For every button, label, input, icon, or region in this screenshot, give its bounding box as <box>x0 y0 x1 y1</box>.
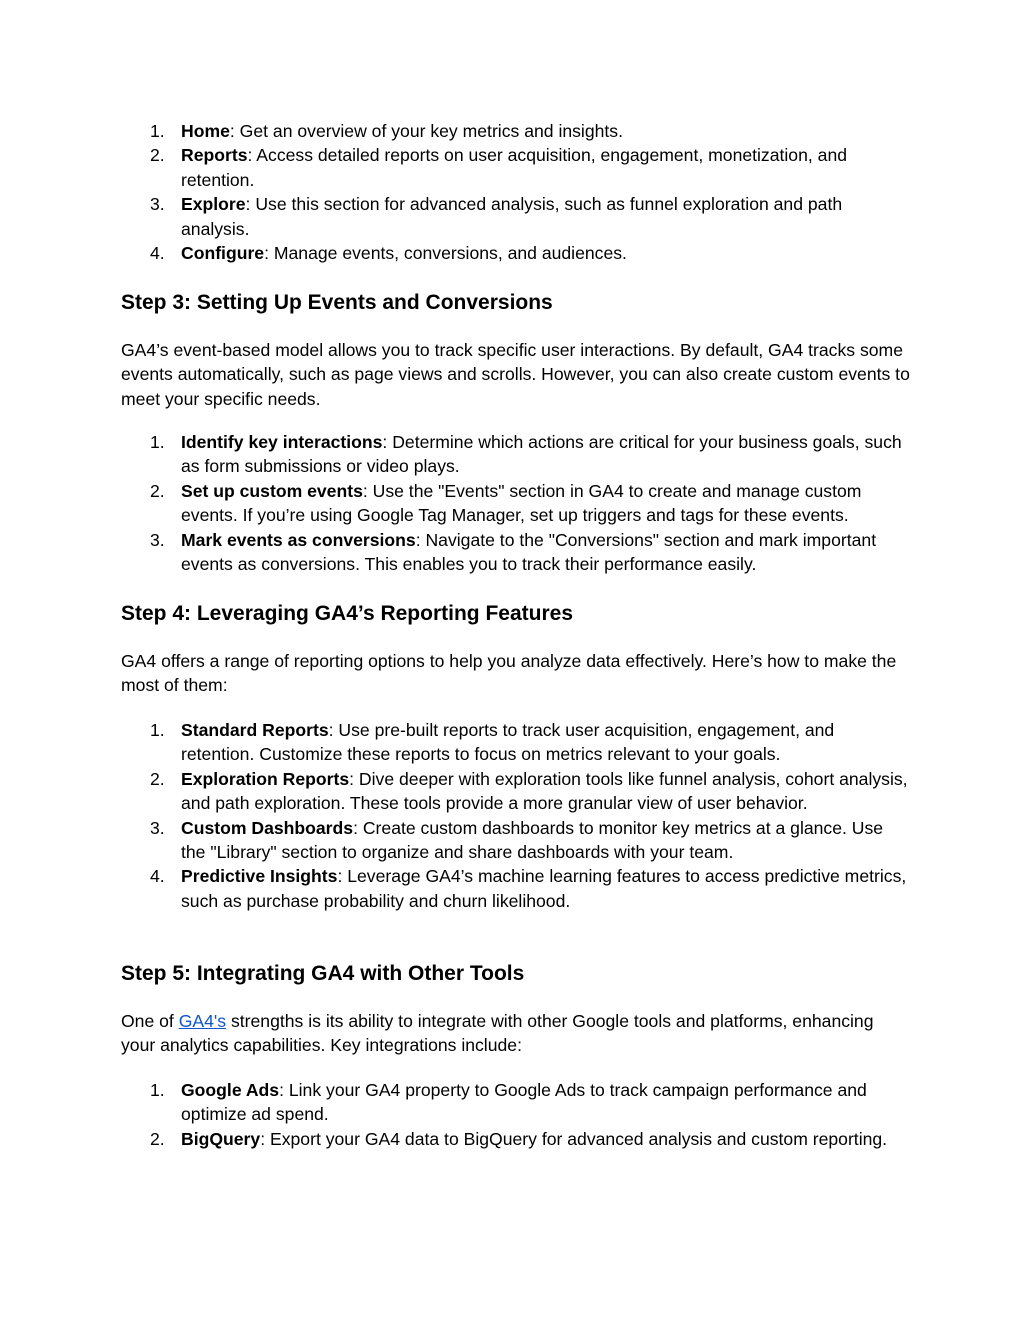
list-number: 3. <box>150 194 165 215</box>
list-number: 2. <box>150 480 165 501</box>
list-number: 3. <box>150 529 165 550</box>
paragraph-text: strengths is its ability to integrate with other Google tools and platforms, enhancing your analytics capabilities. Key integrations include: <box>121 1011 874 1056</box>
list-text: : Leverage GA4’s machine learning features to access predictive metrics, such as purchase probability and churn likelihood. <box>181 866 907 911</box>
list-term: BigQuery <box>181 1128 261 1149</box>
list-term: Configure <box>181 243 265 264</box>
list-number: 1. <box>150 720 165 740</box>
list-text: : Use pre-built reports to track user acquisition, engagement, and retention. Customize these reports to focus on metrics relevant to your goals. <box>181 720 835 765</box>
list-item <box>121 816 911 865</box>
list-term: Predictive Insights <box>181 866 338 887</box>
section-heading-step3: Step 3: Setting Up Events and Conversions <box>121 291 553 314</box>
list-text: : Use the "Events" section in GA4 to create and manage custom events. If you’re using Google Tag Manager, set up triggers and tags for these events. <box>181 480 862 526</box>
list-term: Reports <box>181 145 248 166</box>
list-text: : Export your GA4 data to BigQuery for advanced analysis and custom reporting. <box>260 1128 888 1149</box>
list-text: : Use this section for advanced analysis, such as funnel exploration and path analysis. <box>181 194 843 239</box>
list-number: 2. <box>150 1128 165 1149</box>
list-number: 1. <box>150 1080 165 1100</box>
list-item <box>121 718 911 767</box>
section-paragraph-step3: GA4’s event-based model allows you to track specific user interactions. By default, GA4 tracks some events automatically, such as page views and scrolls. However, you can also create custom events to meet your specific needs. <box>121 340 910 409</box>
list-item <box>121 241 911 265</box>
section-list-step3 <box>121 430 911 576</box>
list-number: 1. <box>150 121 165 141</box>
ga4-link[interactable]: GA4's <box>178 1011 227 1031</box>
list-item <box>121 479 911 528</box>
list-term: Custom Dashboards <box>181 817 354 838</box>
section-paragraph-step4: GA4 offers a range of reporting options to help you analyze data effectively. Here’s how to make the most of them: <box>121 651 897 696</box>
list-text: : Access detailed reports on user acquisition, engagement, monetization, and retention. <box>181 145 848 190</box>
list-item <box>121 430 911 479</box>
list-term: Exploration Reports <box>181 768 350 789</box>
list-text: : Navigate to the "Conversions" section and mark important events as conversions. This enables you to track their performance easily. <box>181 529 877 575</box>
list-item <box>121 528 911 577</box>
list-text: : Manage events, conversions, and audiences. <box>264 243 627 264</box>
list-item <box>121 119 911 143</box>
list-item <box>121 1078 911 1127</box>
section-heading-step5: Step 5: Integrating GA4 with Other Tools <box>121 962 525 985</box>
section-list-intro <box>121 119 911 265</box>
list-term: Set up custom events <box>181 480 363 501</box>
list-number: 4. <box>150 243 165 264</box>
section-list-step5 <box>121 1078 911 1151</box>
list-term: Home <box>181 121 230 141</box>
list-term: Mark events as conversions <box>181 529 416 550</box>
list-text: : Link your GA4 property to Google Ads to track campaign performance and optimize ad spend. <box>181 1080 867 1125</box>
list-item <box>121 767 911 816</box>
list-number: 2. <box>150 145 165 166</box>
list-number: 3. <box>150 817 165 838</box>
section-heading-step4: Step 4: Leveraging GA4’s Reporting Features <box>121 602 573 625</box>
list-term: Explore <box>181 194 246 215</box>
list-number: 1. <box>150 432 165 452</box>
list-item <box>121 143 911 192</box>
list-item <box>121 192 911 241</box>
list-text: : Get an overview of your key metrics and insights. <box>229 121 623 141</box>
list-number: 4. <box>150 866 165 887</box>
section-paragraph-step5 <box>121 1009 911 1058</box>
list-term: Standard Reports <box>181 720 329 740</box>
section-list-step4 <box>121 718 911 913</box>
list-term: Identify key interactions <box>181 432 383 452</box>
list-term: Google Ads <box>181 1080 280 1100</box>
list-item <box>121 1127 911 1151</box>
list-text: : Dive deeper with exploration tools like funnel analysis, cohort analysis, and path exploration. These tools provide a more granular view of user behavior. <box>181 768 908 814</box>
list-number: 2. <box>150 768 165 789</box>
list-item <box>121 864 911 913</box>
paragraph-text: One of <box>121 1011 179 1031</box>
list-text: : Determine which actions are critical for your business goals, such as form submissions or video plays. <box>181 432 902 477</box>
list-text: : Create custom dashboards to monitor key metrics at a glance. Use the "Library" section to organize and share dashboards with your team. <box>181 817 884 863</box>
